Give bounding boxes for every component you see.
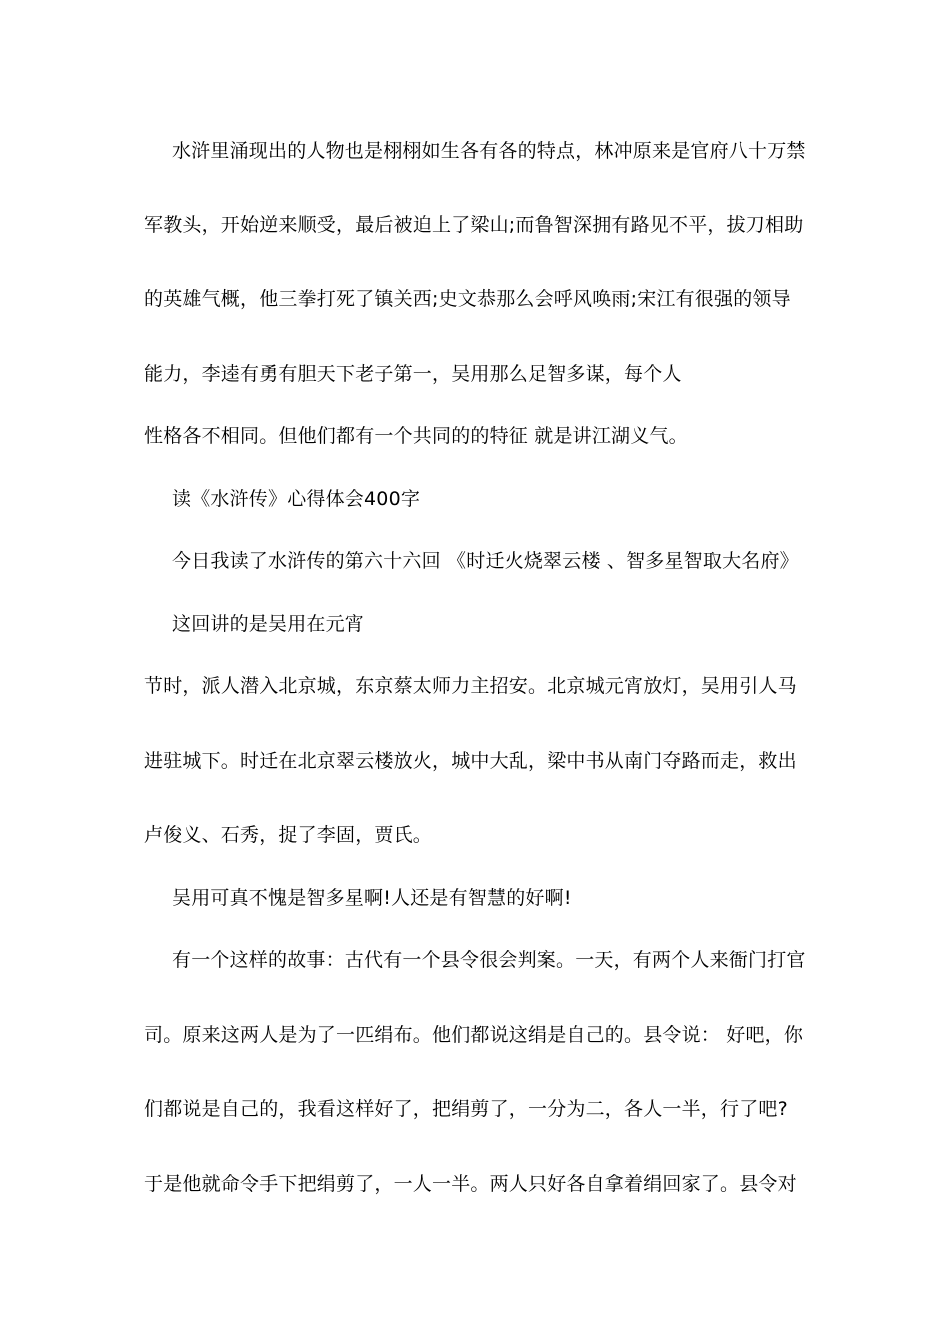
paragraph-line: 的英雄气概，他三拳打死了镇关西;史文恭那么会呼风唤雨;宋江有很强的领导 <box>144 288 791 310</box>
paragraph-line: 进驻城下。时迁在北京翠云楼放火，城中大乱，梁中书从南门夺路而走，救出 <box>144 750 797 772</box>
paragraph-line: 们都说是自己的，我看这样好了，把绢剪了，一分为二，各人一半，行了吧? <box>144 1098 788 1120</box>
paragraph-line: 能力，李逵有勇有胆天下老子第一，吴用那么足智多谋，每个人 <box>144 363 682 385</box>
paragraph-line: 水浒里涌现出的人物也是栩栩如生各有各的特点，林冲原来是官府八十万禁 <box>172 140 806 162</box>
paragraph-line: 司。原来这两人是为了一匹绢布。他们都说这绢是自己的。县令说： 好吧，你 <box>144 1024 804 1046</box>
section-heading: 读《水浒传》心得体会400字 <box>172 488 421 510</box>
paragraph-line: 吴用可真不愧是智多星啊!人还是有智慧的好啊! <box>172 887 572 909</box>
paragraph-line: 这回讲的是吴用在元宵 <box>172 613 365 635</box>
paragraph-line: 卢俊义、石秀，捉了李固，贾氏。 <box>144 824 433 846</box>
paragraph-line: 节时，派人潜入北京城，东京蔡太师力主招安。北京城元宵放灯，吴用引人马 <box>144 675 797 697</box>
paragraph-line: 军教头，开始逆来顺受，最后被迫上了梁山;而鲁智深拥有路见不平，拔刀相助 <box>144 214 804 236</box>
paragraph-line: 性格各不相同。但他们都有一个共同的的特征 就是讲江湖义气。 <box>144 425 688 447</box>
paragraph-line: 今日我读了水浒传的第六十六回 《时迁火烧翠云楼 、智多星智取大名府》 <box>172 550 799 572</box>
paragraph-line: 有一个这样的故事：古代有一个县令很会判案。一天，有两个人来衙门打官 <box>172 949 806 971</box>
paragraph-line: 于是他就命令手下把绢剪了，一人一半。两人只好各自拿着绢回家了。县令对 <box>144 1173 797 1195</box>
